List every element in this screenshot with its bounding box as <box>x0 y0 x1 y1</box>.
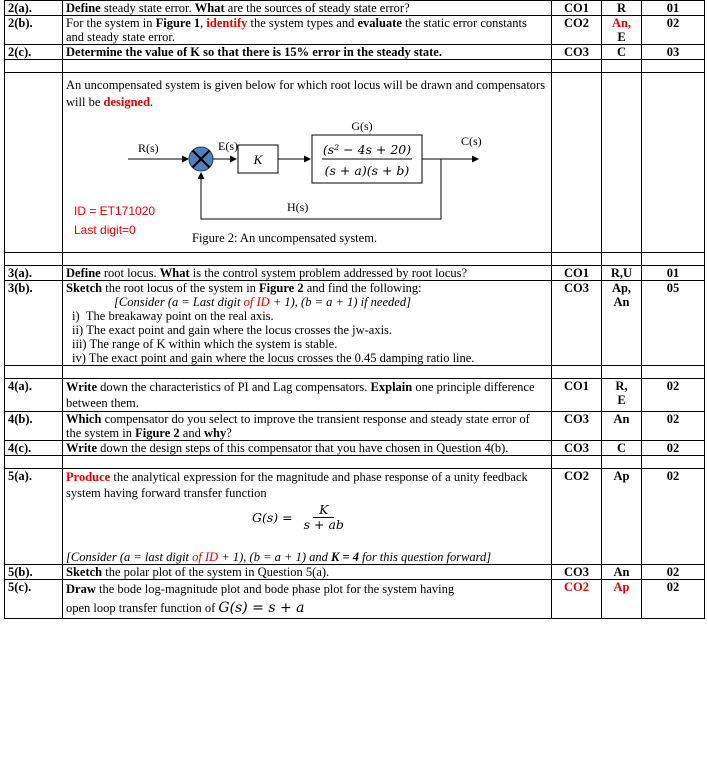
bloom-level <box>602 16 642 45</box>
label-hs: H(s) <box>287 200 309 214</box>
consider-note: [Consider (a = Last digit of ID + 1), (b = a + 1) if needed] <box>114 295 411 309</box>
tf-numerator: K <box>313 503 334 518</box>
question-text: Draw the bode log-magnitude plot and bode phase plot for the system having <box>66 582 455 596</box>
label-cs: C(s) <box>461 134 482 148</box>
question-number: 4(c). <box>5 441 63 456</box>
bloom-level: Ap, An <box>602 281 642 366</box>
bloom-level: R,U <box>602 266 642 281</box>
marks: 02 <box>642 580 705 619</box>
spacer-row <box>5 456 705 469</box>
course-outcome: CO2 <box>552 469 602 565</box>
question-number: 3(b). <box>5 281 63 366</box>
tf-lhs: G(s) = <box>252 509 293 525</box>
marks: 02 <box>642 412 705 441</box>
intro-text: An uncompensated system is given below for which root locus will be drawn and compensators will be designed. <box>66 78 546 109</box>
spacer-row <box>5 366 705 379</box>
course-outcome: CO1 <box>552 379 602 412</box>
row-5a <box>5 469 705 565</box>
course-outcome: CO3 <box>552 441 602 456</box>
gain-label: K <box>253 152 263 167</box>
question-text: Sketch the polar plot of the system in Question 5(a). <box>63 565 552 580</box>
question-number: 2(b). <box>5 16 63 45</box>
course-outcome: CO3 <box>552 412 602 441</box>
question-text: Define steady state error. What are the sources of steady state error? <box>63 1 552 16</box>
bloom-level: Ap <box>602 469 642 565</box>
question-number: 2(a). <box>5 1 63 16</box>
marks: 01 <box>642 1 705 16</box>
row-3a <box>5 266 705 281</box>
question-number: 4(a). <box>5 379 63 412</box>
question-number: 5(c). <box>5 580 63 619</box>
marks: 01 <box>642 266 705 281</box>
question-text: Produce the analytical expression for the magnitude and phase response of a unity feedback system having forward transfer function <box>66 470 528 500</box>
row-4a <box>5 379 705 412</box>
open-loop-tf: G(s) = s + a <box>218 600 305 616</box>
marks: 05 <box>642 281 705 366</box>
course-outcome: CO2 <box>552 16 602 45</box>
row-5b <box>5 565 705 580</box>
question-number: 5(b). <box>5 565 63 580</box>
tf-denominator: s + ab <box>303 517 344 532</box>
sub-question: iii) The range of K within which the system is stable. <box>72 337 338 351</box>
course-outcome: CO3 <box>552 281 602 366</box>
spacer-row <box>5 253 705 266</box>
marks: 02 <box>642 441 705 456</box>
row-2b <box>5 16 705 45</box>
bloom-level: C <box>602 441 642 456</box>
label-rs: R(s) <box>138 141 159 155</box>
row-4c <box>5 441 705 456</box>
row-5c <box>5 580 705 619</box>
course-outcome: CO3 <box>552 45 602 60</box>
course-outcome: CO1 <box>552 1 602 16</box>
block-diagram <box>66 117 546 252</box>
question-number: 5(a). <box>5 469 63 565</box>
label-gs: G(s) <box>351 119 373 133</box>
course-outcome: CO1 <box>552 266 602 281</box>
marks: 02 <box>642 565 705 580</box>
bloom-level: Ap <box>602 580 642 619</box>
summing-junction <box>189 147 213 171</box>
question-text: Which compensator do you select to improve the transient response and steady state error of the system in Figure 2 and why? <box>63 412 552 441</box>
student-id: ID = ET171020 <box>74 204 156 218</box>
consider-note: [Consider (a = last digit of ID + 1), (b = a + 1) and K = 4 for this question forward] <box>66 550 492 564</box>
question-number: 2(c). <box>5 45 63 60</box>
row-3b <box>5 281 705 366</box>
bloom-level: C <box>602 45 642 60</box>
bloom-level-line2: E <box>617 30 626 44</box>
sub-question-list <box>66 309 548 365</box>
question-text: Define root locus. What is the control system problem addressed by root locus? <box>63 266 552 281</box>
course-outcome: CO3 <box>552 565 602 580</box>
row-2a <box>5 1 705 16</box>
question-text: For the system in Figure 1, identify the system types and evaluate the static error constants and steady state error. <box>63 16 552 45</box>
question-text: Write down the characteristics of PI and Lag compensators. Explain one principle difference between them. <box>63 379 552 412</box>
course-outcome: CO2 <box>552 580 602 619</box>
bloom-level-line1: An, <box>611 16 632 30</box>
marks: 03 <box>642 45 705 60</box>
question-text: Write down the design steps of this compensator that you have chosen in Question 4(b). <box>63 441 552 456</box>
last-digit: Last digit=0 <box>74 223 136 237</box>
marks: 02 <box>642 16 705 45</box>
question-number: 4(b). <box>5 412 63 441</box>
plant-denominator: (s + a)(s + b) <box>324 163 410 178</box>
spacer-row <box>5 60 705 73</box>
row-4b <box>5 412 705 441</box>
bloom-level: R, E <box>602 379 642 412</box>
bloom-level: An <box>602 565 642 580</box>
sub-question: ii) The exact point and gain where the locus crosses the jw-axis. <box>72 323 393 337</box>
plant-numerator: (s² − 4s + 20) <box>322 142 412 157</box>
label-es: E(s) <box>218 139 238 153</box>
bloom-level: R <box>602 1 642 16</box>
sub-question: iv) The exact point and gain where the locus crosses the 0.45 damping ratio line. <box>72 351 475 365</box>
marks: 02 <box>642 469 705 565</box>
sub-question: i) The breakaway point on the real axis. <box>72 309 274 323</box>
question-table <box>4 0 705 619</box>
row-2c <box>5 45 705 60</box>
figure-caption: Figure 2: An uncompensated system. <box>192 231 378 245</box>
question-text: Determine the value of K so that there is 15% error in the steady state. <box>63 45 552 60</box>
figure-row <box>5 73 705 253</box>
question-text: Sketch the root locus of the system in Figure 2 and find the following: <box>66 281 422 295</box>
bloom-level: An <box>602 412 642 441</box>
marks: 02 <box>642 379 705 412</box>
transfer-function <box>66 503 548 532</box>
question-text-cont: open loop transfer function of <box>66 601 219 615</box>
question-number: 3(a). <box>5 266 63 281</box>
